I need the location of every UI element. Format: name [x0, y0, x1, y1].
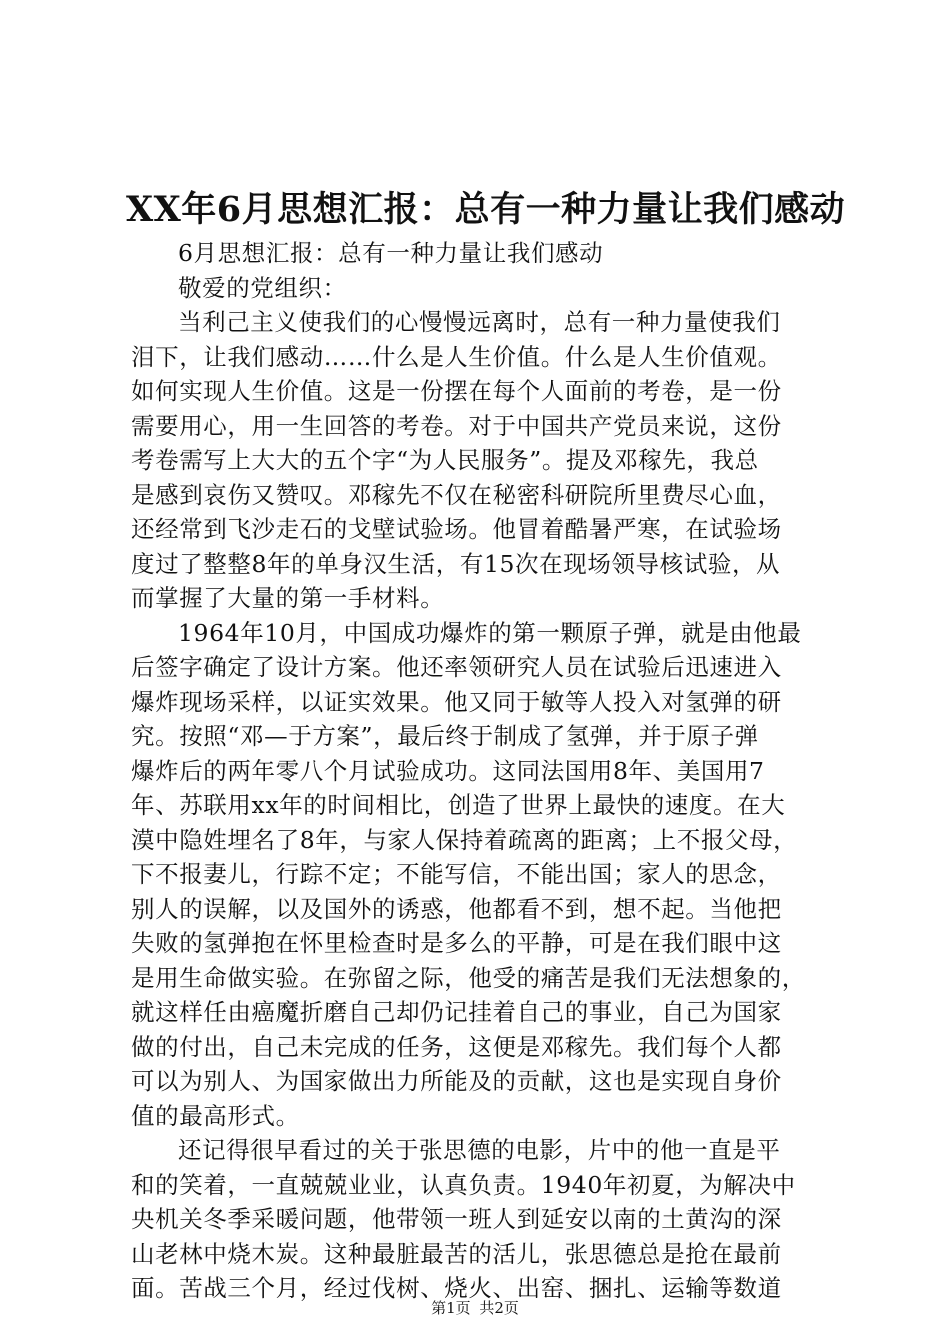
body-line: 当利己主义使我们的心慢慢远离时，总有一种力量使我们 [178, 308, 781, 336]
body-line: 如何实现人生价值。这是一份摆在每个人面前的考卷，是一份 [131, 377, 782, 405]
body-line: 就这样任由癌魔折磨自己却仍记挂着自己的事业，自己为国家 [131, 998, 782, 1026]
body-line: 是用生命做实验。在弥留之际，他受的痛苦是我们无法想象的， [131, 963, 806, 992]
body-line: 值的最高形式。 [131, 1101, 300, 1130]
body-line: 究。按照“邓—于方案”，最后终于制成了氢弹，并于原子弹 [131, 722, 759, 750]
body-line: 可以为别人、为国家做出力所能及的贡献，这也是实现自身价 [131, 1067, 782, 1095]
body-line: 还经常到飞沙走石的戈壁试验场。他冒着酷暑严寒，在试验场 [131, 515, 782, 543]
body-line: 下不报妻儿，行踪不定；不能写信，不能出国；家人的思念， [131, 860, 782, 888]
body-line: 考卷需写上大大的五个字“为人民服务”。提及邓稼先，我总 [131, 446, 759, 474]
body-line: 央机关冬季采暖问题，他带领一班人到延安以南的土黄沟的深 [131, 1205, 782, 1233]
body-line: 别人的误解，以及国外的诱惑，他都看不到，想不起。当他把 [131, 894, 782, 923]
body-line: 度过了整整8年的单身汉生活，有15次在现场领导核试验，从 [131, 549, 781, 578]
body-line: 还记得很早看过的关于张思德的电影，片中的他一直是平 [178, 1136, 781, 1164]
document-body [131, 236, 831, 1306]
body-line: 6月思想汇报：总有一种力量让我们感动 [178, 239, 604, 267]
body-line: 1964年10月，中国成功爆炸的第一颗原子弹，就是由他最 [178, 618, 802, 647]
body-line: 后签字确定了设计方案。他还率领研究人员在试验后迅速进入 [131, 653, 782, 681]
body-line: 而掌握了大量的第一手材料。 [131, 584, 445, 612]
body-line: 爆炸后的两年零八个月试验成功。这同法国用8年、美国用7 [131, 756, 765, 785]
body-line: 泪下，让我们感动……什么是人生价值。什么是人生价值观。 [131, 342, 782, 371]
body-line: 爆炸现场采样，以证实效果。他又同于敏等人投入对氢弹的研 [131, 687, 782, 716]
page-number: 第1页 [431, 1299, 471, 1317]
body-line: 做的付出，自己未完成的任务，这便是邓稼先。我们每个人都 [131, 1032, 782, 1061]
page-total: 共2页 [479, 1299, 519, 1317]
page-footer [0, 1298, 950, 1318]
body-line: 是感到哀伤又赞叹。邓稼先不仅在秘密科研院所里费尽心血， [131, 480, 782, 509]
body-line: 需要用心，用一生回答的考卷。对于中国共产党员来说，这份 [131, 411, 782, 440]
body-line: 面。苦战三个月，经过伐树、烧火、出窑、捆扎、运输等数道 [131, 1274, 782, 1302]
body-line: 失败的氢弹抱在怀里检查时是多么的平静，可是在我们眼中这 [131, 929, 782, 957]
document-title: XX年6月思想汇报：总有一种力量让我们感动 [126, 189, 846, 230]
body-line: 和的笑着，一直兢兢业业，认真负责。1940年初夏，为解决中 [131, 1170, 796, 1199]
body-line: 山老林中烧木炭。这种最脏最苦的活儿，张思德总是抢在最前 [131, 1239, 782, 1268]
body-line: 敬爱的党组织： [178, 273, 347, 302]
body-line: 年、苏联用xx年的时间相比，创造了世界上最快的速度。在大 [131, 791, 786, 819]
body-line: 漠中隐姓埋名了8年，与家人保持着疏离的距离；上不报父母， [131, 825, 798, 854]
